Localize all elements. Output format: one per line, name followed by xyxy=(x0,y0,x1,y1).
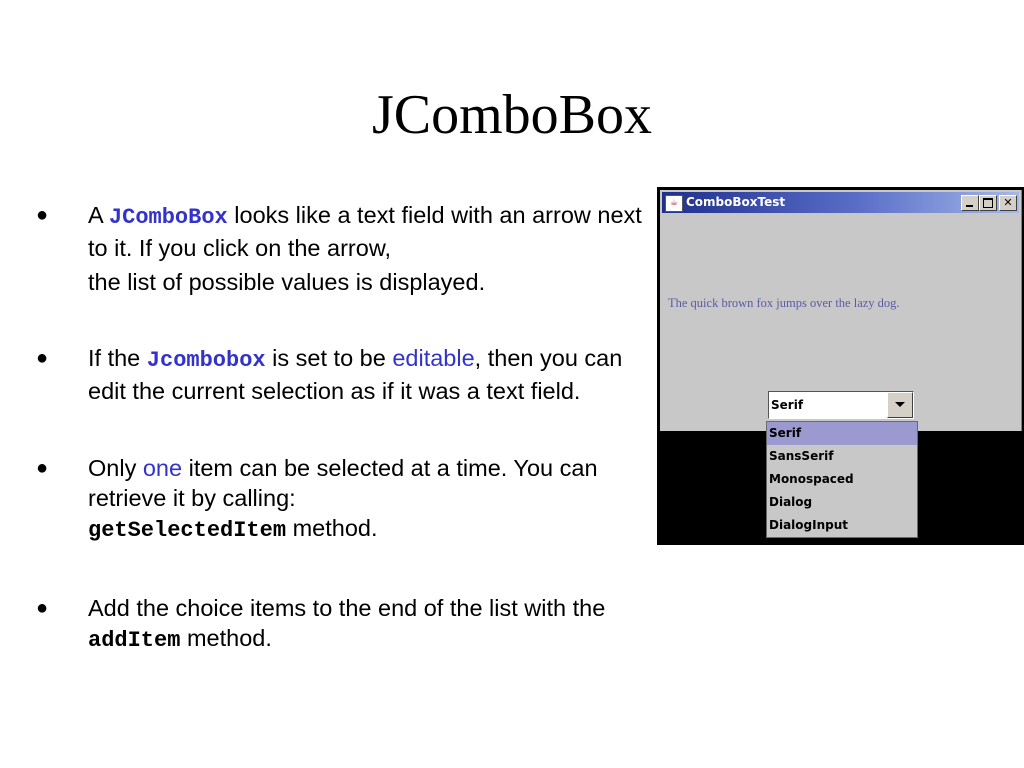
keyword-one: one xyxy=(142,455,183,481)
font-combobox[interactable] xyxy=(768,391,914,419)
code-jcombobox: JComboBox xyxy=(108,205,228,230)
chevron-down-icon xyxy=(895,402,905,407)
bullet-text: Only xyxy=(88,455,137,481)
combobox-screenshot xyxy=(657,187,1024,545)
combobox-editor[interactable] xyxy=(769,392,886,418)
bullet-dot-icon: ● xyxy=(36,597,49,619)
bullet-dot-icon: ● xyxy=(36,347,49,369)
bullet-list xyxy=(30,200,655,656)
slide-title: JComboBox xyxy=(371,84,653,146)
minimize-button[interactable] xyxy=(961,195,979,211)
dropdown-item-dialoginput[interactable]: DialogInput xyxy=(769,518,848,532)
bullet-text: the list of possible values is displayed. xyxy=(88,269,486,295)
bullet-selection xyxy=(30,453,655,546)
bullet-dot-icon: ● xyxy=(36,204,49,226)
bullet-additem xyxy=(30,593,655,656)
java-cup-icon[interactable]: ☕ xyxy=(665,195,683,212)
code-getselecteditem: getSelectedItem xyxy=(88,518,287,543)
window-title: ComboBoxTest xyxy=(686,195,786,209)
maximize-icon xyxy=(983,198,993,208)
dropdown-item-serif[interactable]: Serif xyxy=(767,422,917,445)
bullet-text: is set to be xyxy=(272,345,386,371)
dropdown-item-monospaced[interactable]: Monospaced xyxy=(769,472,854,486)
bullet-text: method. xyxy=(292,515,378,541)
window-title-bar[interactable] xyxy=(662,192,1019,213)
sample-text-label: The quick brown fox jumps over the lazy dog. xyxy=(668,296,900,310)
close-button[interactable] xyxy=(999,195,1017,211)
code-additem: addItem xyxy=(88,628,181,653)
maximize-button[interactable] xyxy=(979,195,997,211)
combobox-dropdown-list xyxy=(766,421,918,538)
dropdown-item-dialog[interactable]: Dialog xyxy=(769,495,813,509)
keyword-editable: editable xyxy=(392,345,475,371)
bullet-jcombobox xyxy=(30,200,655,301)
code-jcombobox-lower: Jcombobox xyxy=(146,348,266,373)
bullet-text: method. xyxy=(186,625,272,651)
bullet-text: Add the choice items to the end of the list with the xyxy=(88,595,606,621)
bullet-text: If the xyxy=(88,345,141,371)
bullet-dot-icon: ● xyxy=(36,457,49,479)
minimize-icon xyxy=(966,205,973,207)
dropdown-item-sansserif[interactable]: SansSerif xyxy=(769,449,834,463)
combobox-test-window xyxy=(660,190,1022,431)
bullet-text: looks like a text field with an arrow next to it. If you click on the arrow, xyxy=(88,202,642,261)
bullet-text: , then you can edit the current selection as if it was a text field. xyxy=(88,345,623,404)
bullet-text: A xyxy=(88,202,103,228)
bullet-text: item can be selected at a time. You can retrieve it by calling: xyxy=(88,455,598,511)
close-icon: ✕ xyxy=(1003,196,1013,209)
combobox-arrow-button[interactable] xyxy=(887,392,913,418)
bullet-editable xyxy=(30,343,655,406)
